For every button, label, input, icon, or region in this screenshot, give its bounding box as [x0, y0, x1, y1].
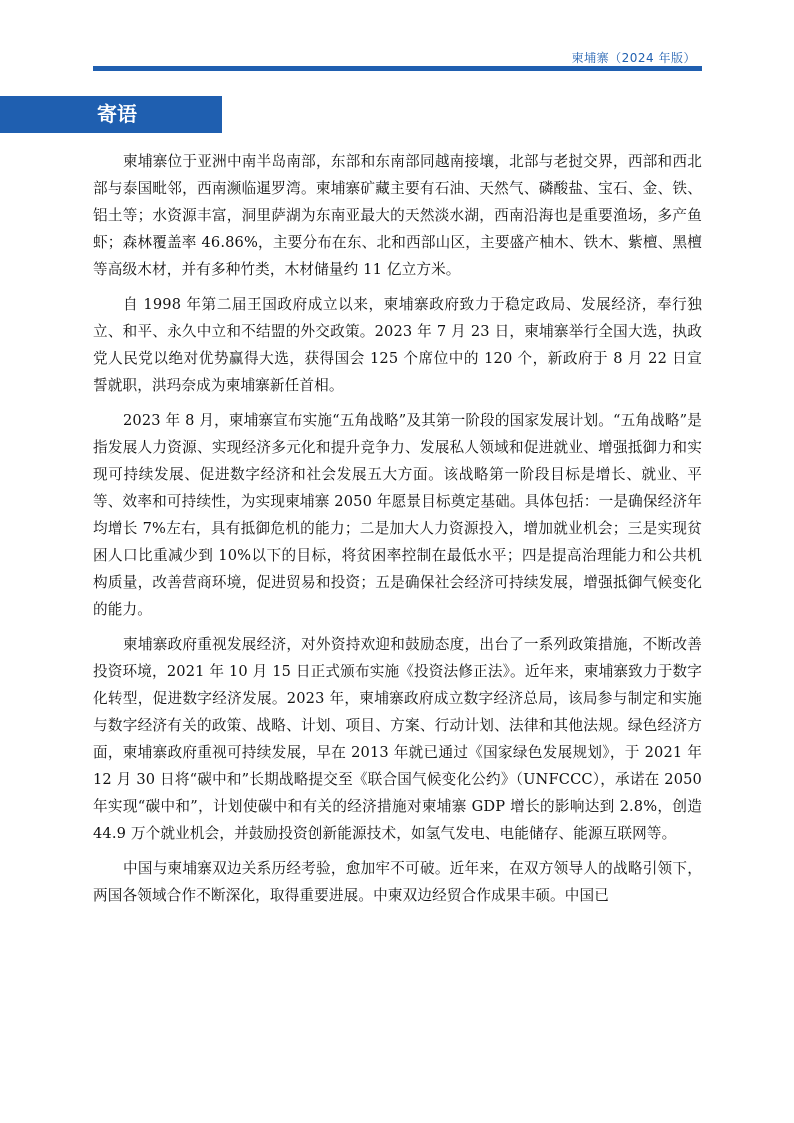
section-title: 寄语: [97, 102, 137, 126]
paragraph-china-cambodia-relations: 中国与柬埔寨双边关系历经考验，愈加牢不可破。近年来，在双方领导人的战略引领下，两国各领域合作不断深化，取得重要进展。中柬双边经贸合作成果丰硕。中国已: [93, 860, 702, 904]
paragraph-pentagonal-strategy: 2023 年 8 月，柬埔寨宣布实施“五角战略”及其第一阶段的国家发展计划。“五角战略”是指发展人力资源、实现经济多元化和提升竞争力、发展私人领域和促进就业、增强抵御力和实现可持续发展、促进数字经济和社会发展五大方面。该战略第一阶段目标是增长、就业、平等、效率和可持续性，为实现柬埔寨 2050 年愿景目标奠定基础。具体包括：一是确保经济年均增长 7%左右，具有抵御危机的能力；二是加大人力资源投入，增加就业机会；三是实现贫困人口比重减少到 10%以下的目标，将贫困率控制在最低水平；四是提高治理能力和公共机构质量，改善营商环境，促进贸易和投资；五是确保社会经济可持续发展，增强抵御气候变化的能力。: [93, 412, 702, 618]
running-header-title: 柬埔寨（2024 年版）: [571, 51, 696, 65]
header-divider: [93, 66, 702, 71]
paragraph-politics: 自 1998 年第二届王国政府成立以来，柬埔寨政府致力于稳定政局、发展经济，奉行独立、和平、永久中立和不结盟的外交政策。2023 年 7 月 23 日，柬埔寨举行全国大选，执政党人民党以绝对优势赢得大选，获得国会 125 个席位中的 120 个，新政府于 8 月 22 日宣誓就职，洪玛奈成为柬埔寨新任首相。: [93, 296, 702, 394]
paragraph-geography: 柬埔寨位于亚洲中南半岛南部，东部和东南部同越南接壤，北部与老挝交界，西部和西北部与泰国毗邻，西南濒临暹罗湾。柬埔寨矿藏主要有石油、天然气、磷酸盐、宝石、金、铁、铝土等；水资源丰富，洞里萨湖为东南亚最大的天然淡水湖，西南沿海也是重要渔场，多产鱼虾；森林覆盖率 46.86%，主要分布在东、北和西部山区，主要盛产柚木、铁木、紫檀、黑檀等高级木材，并有多种竹类，木材储量约 11 亿立方米。: [93, 153, 702, 278]
paragraph-investment-environment: 柬埔寨政府重视发展经济，对外资持欢迎和鼓励态度，出台了一系列政策措施，不断改善投资环境，2021 年 10 月 15 日正式颁布实施《投资法修正法》。近年来，柬埔寨致力于数字化转型，促进数字经济发展。2023 年，柬埔寨政府成立数字经济总局，该局参与制定和实施与数字经济有关的政策、战略、计划、项目、方案、行动计划、法律和其他法规。绿色经济方面，柬埔寨政府重视可持续发展，早在 2013 年就已通过《国家绿色发展规划》，于 2021 年 12 月 30 日将“碳中和”长期战略提交至《联合国气候变化公约》（UNFCCC），承诺在 2050 年实现“碳中和”，计划使碳中和有关的经济措施对柬埔寨 GDP 增长的影响达到 2.8%，创造 44.9 万个就业机会，并鼓励投资创新能源技术，如氢气发电、电能储存、能源互联网等。: [93, 636, 702, 842]
body-text: [93, 148, 702, 917]
